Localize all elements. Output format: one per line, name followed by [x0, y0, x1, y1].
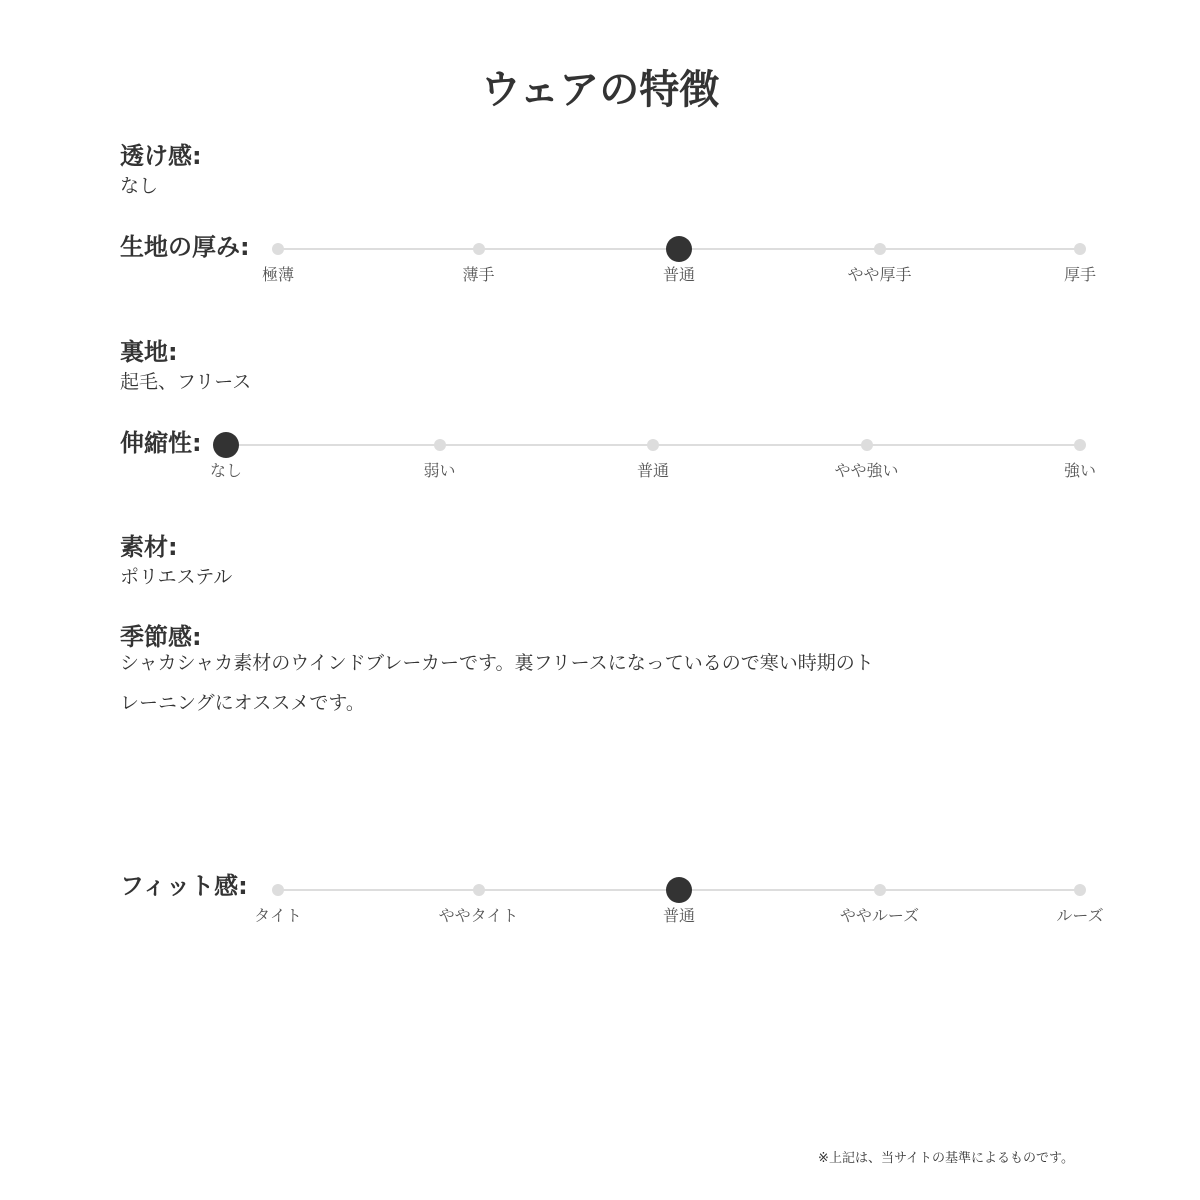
fit-option-label: ルーズ: [1056, 906, 1104, 925]
thickness-option-label: 厚手: [1063, 265, 1097, 284]
fit-option-label: タイト: [254, 906, 302, 925]
thickness-scale-dot: [272, 243, 284, 255]
stretch-label: 伸縮性:: [120, 429, 202, 457]
stretch-scale-dot: [1074, 439, 1086, 451]
fit-selected-marker: [666, 877, 692, 903]
fit-option-label: ややルーズ: [839, 906, 920, 925]
thickness-scale-dot: [473, 243, 485, 255]
stretch-scale-dot: [647, 439, 659, 451]
transparency-label: 透け感:: [120, 142, 202, 170]
thickness-label: 生地の厚み:: [120, 233, 250, 261]
footnote: ※上記は、当サイトの基準によるものです。: [818, 1151, 1074, 1166]
thickness-option-label: 普通: [662, 265, 696, 284]
fit-option-label: ややタイト: [438, 906, 519, 925]
fit-option-label: 普通: [662, 906, 696, 925]
thickness-option-label: やや厚手: [847, 265, 912, 284]
season-description: シャカシャカ素材のウインドブレーカーです。裏フリースになっているので寒い時期のトレーニングにオススメです。: [120, 652, 874, 714]
transparency-value: なし: [120, 175, 159, 197]
fit-label: フィット感:: [120, 872, 248, 900]
thickness-scale-dot: [874, 243, 886, 255]
page-title: ウェアの特徴: [480, 67, 720, 113]
fit-scale-dot: [874, 884, 886, 896]
season-label: 季節感:: [120, 623, 202, 651]
thickness-option-label: 極薄: [261, 265, 295, 284]
lining-label: 裏地:: [120, 338, 178, 366]
fit-scale-dot: [272, 884, 284, 896]
material-label: 素材:: [120, 533, 178, 561]
lining-value: 起毛、フリース: [120, 371, 252, 393]
material-value: ポリエステル: [120, 566, 233, 588]
fit-scale-dot: [1074, 884, 1086, 896]
stretch-option-label: なし: [209, 461, 243, 480]
stretch-option-label: 強い: [1063, 461, 1097, 480]
thickness-scale-dot: [1074, 243, 1086, 255]
stretch-option-label: 弱い: [423, 461, 456, 480]
stretch-scale-dot: [434, 439, 446, 451]
thickness-selected-marker: [666, 236, 692, 262]
stretch-selected-marker: [213, 432, 239, 458]
stretch-option-label: やや強い: [834, 461, 899, 480]
stretch-scale-dot: [861, 439, 873, 451]
stretch-option-label: 普通: [636, 461, 670, 480]
thickness-option-label: 薄手: [462, 265, 495, 284]
fit-scale-dot: [473, 884, 485, 896]
